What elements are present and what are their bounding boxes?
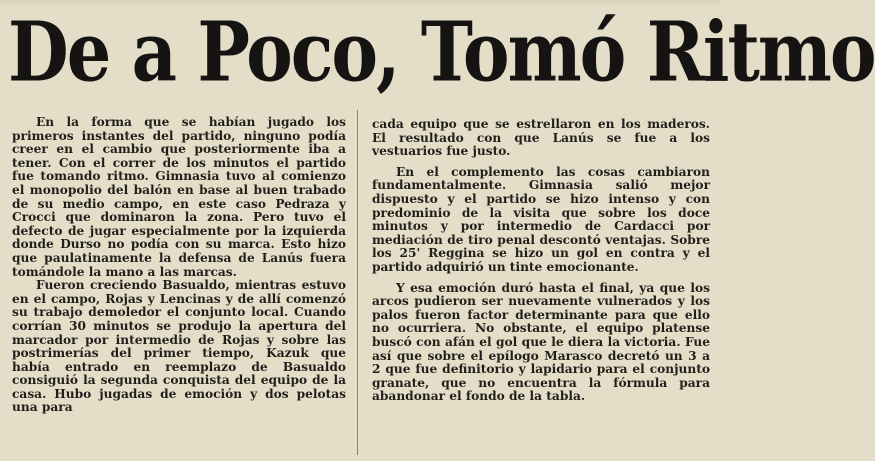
paragraph: cada equipo que se estrellaron en los maderos. El resultado con que Lanús se fue a los vestuarios fue justo. — [372, 117, 710, 159]
column-divider — [357, 110, 358, 455]
paragraph: Y esa emoción duró hasta el final, ya que los arcos pudieron ser nuevamente vulnerados y los palos fueron factor determinante para que ello no ocurriera. No obstante, el equipo platense buscó con afán el gol que le diera la victoria. Fue así que sobre el epílogo Marasco decretó un 3 a 2 que fue definitorio y lapidario para el conjunto granate, que no encuentra la fórmula para abandonar el fondo de la tabla. — [372, 280, 710, 404]
paragraph: En el complemento las cosas cambiaron fundamentalmente. Gimnasia salió mejor dispuesto y el partido se hizo intenso y con predominio de la visita que sobre los doce minutos y por intermedio de Cardacci por mediación de tiro penal descontó ventajas. Sobre los 25' Reggina se hizo un gol en contra y el partido adquirió un tinte emocionante. — [372, 164, 710, 274]
paragraph: En la forma que se habían jugado los primeros instantes del partido, ninguno podía creer en el cambio que posteriormente iba a tener. Con el correr de los minutos el partido fue tomando ritmo. Gimnasia tuvo al comienzo el monopolio del balón en base al buen trabado de su medio campo, en este caso Pedraza y Crocci que dominaron la zona. Pero tuvo el defecto de jugar especialmente por la izquierda donde Durso no podía con su marca. Esto hizo que paulatinamente la defensa de Lanús fuera tomándole la mano a las marcas. — [12, 115, 346, 279]
paragraph: Fueron creciendo Basualdo, mientras estuvo en el campo, Rojas y Lencinas y de allí comenzó su trabajo demoledor el conjunto local. Cuando corrían 30 minutos se produjo la apertura del marcador por intermedio de Rojas y sobre las postrimerías del primer tiempo, Kazuk que había entrado en reemplazo de Basualdo consiguió la segunda conquista del equipo de la casa. Hubo jugadas de emoción y dos pelotas una para — [12, 278, 346, 415]
headline: De a Poco, Tomó Ritmo — [8, 2, 875, 101]
article-column-right — [372, 118, 710, 404]
article-column-left — [12, 116, 346, 415]
